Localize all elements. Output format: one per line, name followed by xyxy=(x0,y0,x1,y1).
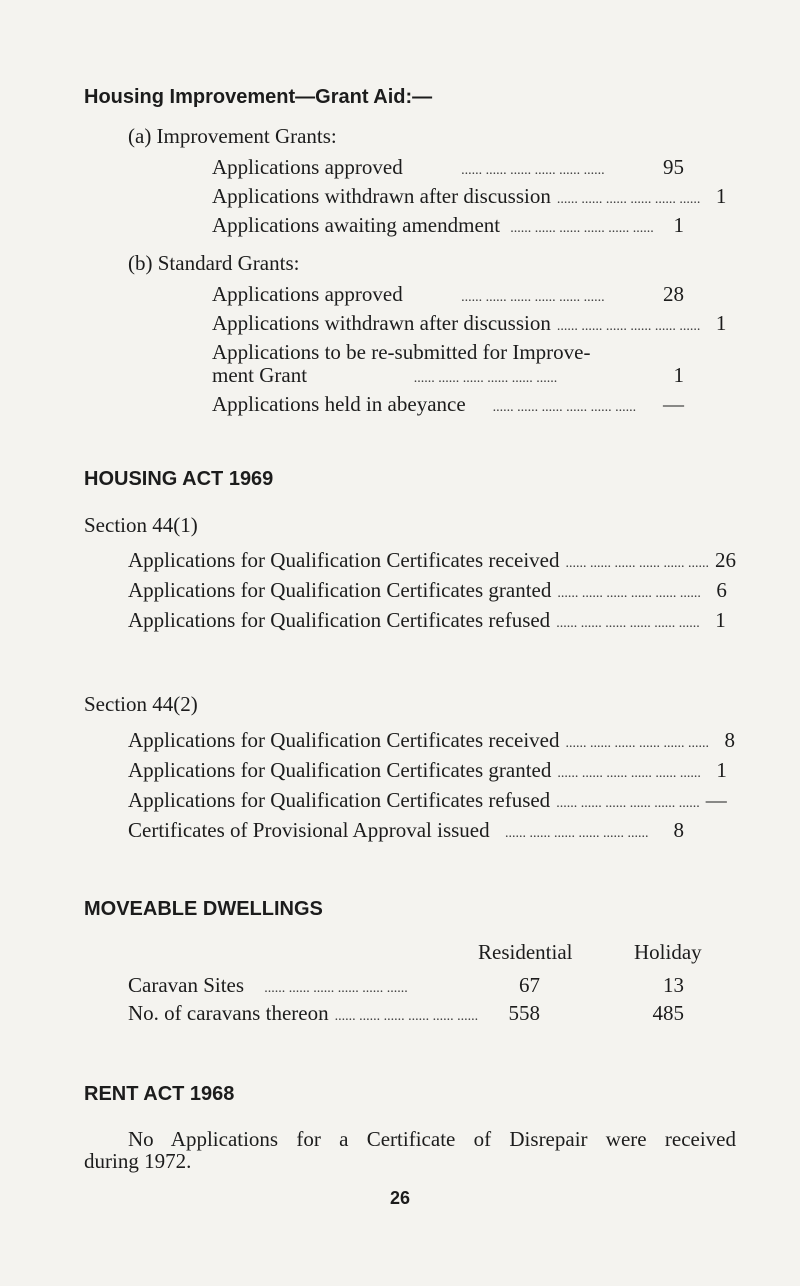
rent-act-heading: RENT ACT 1968 xyxy=(84,1083,235,1105)
standard-row-abeyance: Applications held in abeyance ...... ...... ...... ...... ...... ...... — xyxy=(212,392,684,416)
section-44-1-label: Section 44(1) xyxy=(84,513,198,537)
caravan-sites-row: Caravan Sites ...... ...... ...... ...... ...... ...... xyxy=(128,973,408,997)
s442-row-granted: Applications for Qualification Certificates granted ...... ...... ...... ...... ...... ...... 1 xyxy=(128,758,727,782)
s442-row-refused: Applications for Qualification Certificates refused ...... ...... ...... ...... ...... ...... — xyxy=(128,788,727,812)
standard-row-approved: Applications approved ...... ...... ...... ...... ...... ...... 28 xyxy=(212,282,684,306)
standard-row-resubmit-line1: Applications to be re-submitted for Improve- xyxy=(212,340,591,364)
section-44-2-label: Section 44(2) xyxy=(84,692,198,716)
improvement-row-awaiting: Applications awaiting amendment ...... ...... ...... ...... ...... ...... 1 xyxy=(212,213,684,237)
standard-row-resubmit: ment Grant ...... ...... ...... ...... ...... ...... 1 xyxy=(212,363,684,387)
standard-grants-label: (b) Standard Grants: xyxy=(128,251,300,275)
improvement-grants-label: (a) Improvement Grants: xyxy=(128,124,337,148)
s441-row-received: Applications for Qualification Certificates received ...... ...... ...... ...... ...... ...... 26 xyxy=(128,548,736,572)
caravan-sites-holiday: 13 xyxy=(663,973,684,997)
improvement-row-withdrawn: Applications withdrawn after discussion ...... ...... ...... ...... ...... ...... 1 xyxy=(212,184,727,208)
col-holiday: Holiday xyxy=(634,940,702,964)
caravans-thereon-residential: 558 xyxy=(508,1001,540,1025)
improvement-row-approved: Applications approved ...... ...... ...... ...... ...... ...... 95 xyxy=(212,155,684,179)
caravans-thereon-row: No. of caravans thereon ...... ...... ...... ...... ...... ...... xyxy=(128,1001,479,1025)
s441-row-refused: Applications for Qualification Certificates refused ...... ...... ...... ...... ...... ...... 1 xyxy=(128,608,726,632)
moveable-dwellings-heading: MOVEABLE DWELLINGS xyxy=(84,898,323,920)
s442-row-provisional: Certificates of Provisional Approval issued ...... ...... ...... ...... ...... ...... 8 xyxy=(128,818,684,842)
grant-aid-heading: Housing Improvement—Grant Aid:— xyxy=(84,86,433,108)
rent-act-line2: during 1972. xyxy=(84,1149,192,1173)
caravan-sites-residential: 67 xyxy=(519,973,540,997)
rent-act-line1: No Applications for a Certificate of Disrepair were received xyxy=(128,1127,736,1151)
housing-act-heading: HOUSING ACT 1969 xyxy=(84,468,274,490)
page-number: 26 xyxy=(389,1188,411,1208)
caravans-thereon-holiday: 485 xyxy=(652,1001,684,1025)
s442-row-received: Applications for Qualification Certificates received ...... ...... ...... ...... ...... ...... 8 xyxy=(128,728,735,752)
col-residential: Residential xyxy=(478,940,573,964)
s441-row-granted: Applications for Qualification Certificates granted ...... ...... ...... ...... ...... ...... 6 xyxy=(128,578,727,602)
standard-row-withdrawn: Applications withdrawn after discussion ...... ...... ...... ...... ...... ...... 1 xyxy=(212,311,727,335)
